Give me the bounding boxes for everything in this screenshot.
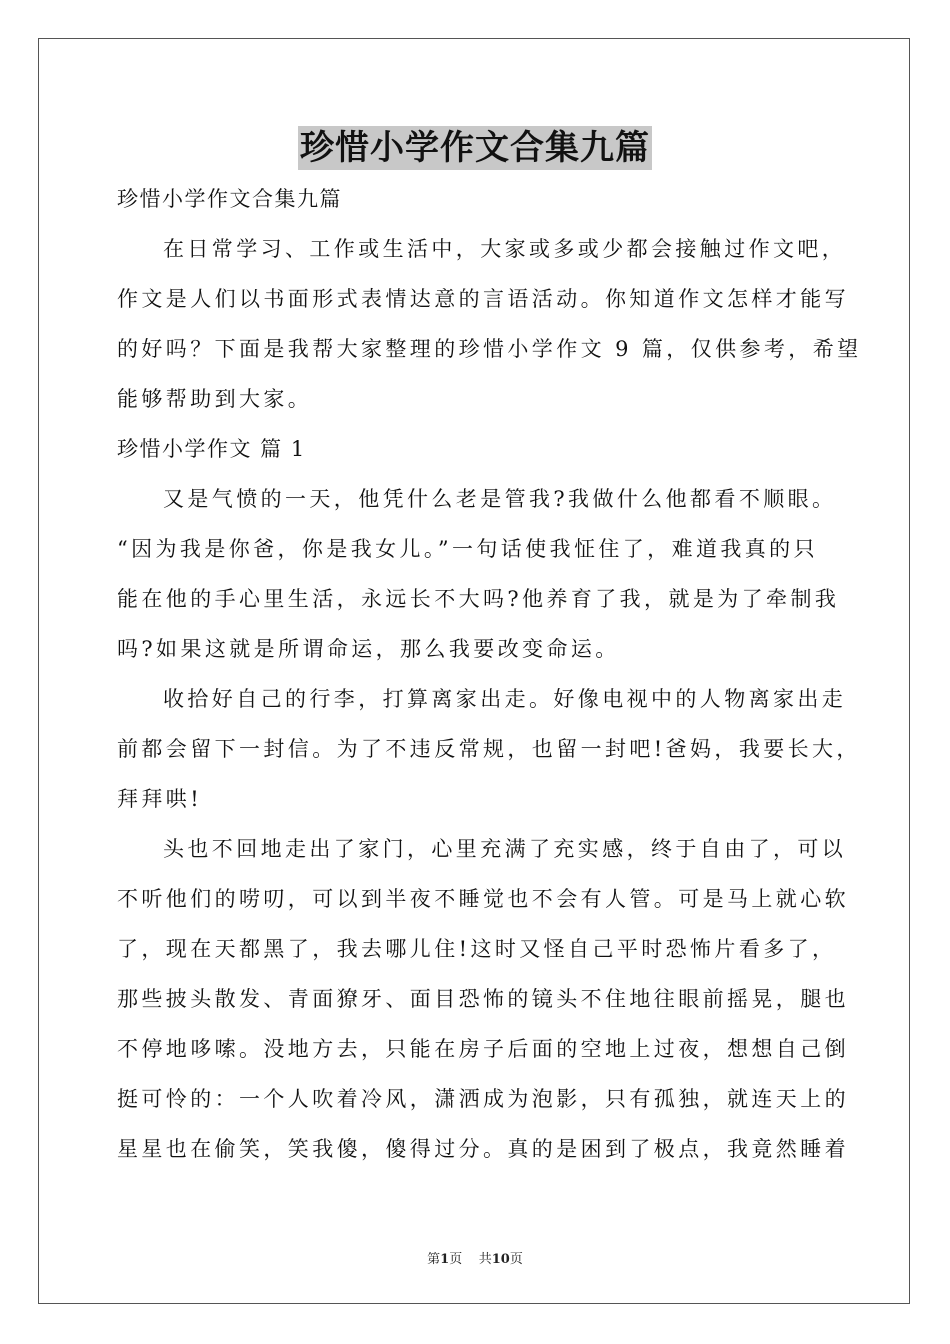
text-line: 拜拜哄! bbox=[117, 787, 203, 811]
text-line: 能够帮助到大家。 bbox=[117, 387, 313, 411]
text-line: 了，现在天都黑了，我去哪儿住!这时又怪自己平时恐怖片看多了， bbox=[117, 937, 837, 961]
text-line: 收拾好自己的行李，打算离家出走。好像电视中的人物离家出走 bbox=[163, 687, 847, 711]
text-line: 星星也在偷笑，笑我傻，傻得过分。真的是困到了极点，我竟然睡着 bbox=[117, 1137, 849, 1161]
text-line: 不停地哆嗦。没地方去，只能在房子后面的空地上过夜，想想自己倒 bbox=[117, 1037, 849, 1061]
text-line: 在日常学习、工作或生活中，大家或多或少都会接触过作文吧， bbox=[163, 237, 847, 261]
text-line: 作文是人们以书面形式表情达意的言语活动。你知道作文怎样才能写 bbox=[117, 287, 849, 311]
title-container bbox=[0, 126, 950, 170]
text-line: 那些披头散发、青面獠牙、面目恐怖的镜头不住地往眼前摇晃，腿也 bbox=[117, 987, 849, 1011]
page-footer bbox=[0, 1248, 950, 1267]
page-suffix: 页 bbox=[449, 1252, 463, 1267]
text-line: 珍惜小学作文合集九篇 bbox=[117, 187, 342, 211]
text-line: 前都会留下一封信。为了不违反常规，也留一封吧!爸妈，我要长大， bbox=[117, 737, 861, 761]
text-line: 又是气愤的一天，他凭什么老是管我?我做什么他都看不顺眼。 bbox=[163, 487, 837, 511]
text-line: 头也不回地走出了家门，心里充满了充实感，终于自由了，可以 bbox=[163, 837, 847, 861]
text-line: “因为我是你爸，你是我女儿。”一句话使我怔住了，难道我真的只 bbox=[117, 537, 818, 561]
text-line: 珍惜小学作文 篇 1 bbox=[117, 437, 306, 461]
document-title: 珍惜小学作文合集九篇 bbox=[300, 128, 650, 168]
text-line: 能在他的手心里生活，永远长不大吗?他养育了我，就是为了牵制我 bbox=[117, 587, 840, 611]
page-number: 1 bbox=[440, 1252, 450, 1267]
text-line: 不听他们的唠叨，可以到半夜不睡觉也不会有人管。可是马上就心软 bbox=[117, 887, 849, 911]
text-line: 吗?如果这就是所谓命运，那么我要改变命运。 bbox=[117, 637, 620, 661]
page-prefix: 第 bbox=[427, 1252, 441, 1267]
text-line: 的好吗？下面是我帮大家整理的珍惜小学作文 9 篇，仅供参考，希望 bbox=[117, 337, 862, 361]
document-body bbox=[117, 174, 862, 1174]
total-prefix: 共 bbox=[478, 1252, 492, 1267]
total-suffix: 页 bbox=[509, 1252, 523, 1267]
text-line: 挺可怜的：一个人吹着冷风，潇洒成为泡影，只有孤独，就连天上的 bbox=[117, 1087, 849, 1111]
total-pages: 10 bbox=[491, 1252, 510, 1267]
